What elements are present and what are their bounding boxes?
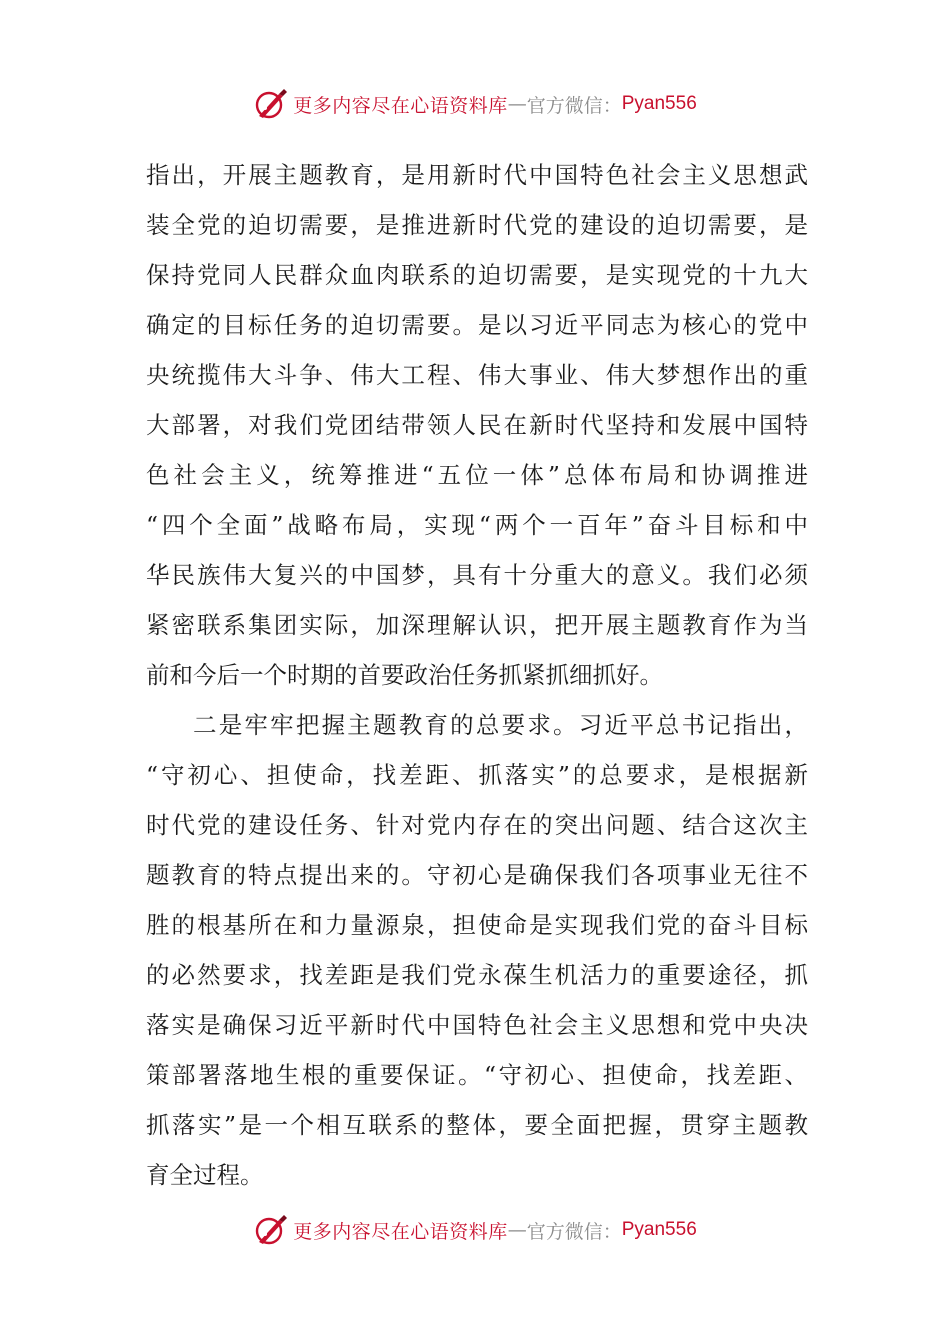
text-line: 二是牢牢把握主题教育的总要求。习近平总书记指出， bbox=[193, 711, 808, 739]
document-body bbox=[146, 150, 808, 1200]
text-line: 大部署，对我们党团结带领人民在新时代坚持和发展中国特 bbox=[146, 411, 808, 439]
text-line: “四个全面”战略布局，实现“两个一百年”奋斗目标和中 bbox=[146, 511, 808, 539]
banner-wechat-id: Pyan556 bbox=[621, 93, 697, 114]
text-line: 华民族伟大复兴的中国梦，具有十分重大的意义。我们必须 bbox=[146, 561, 808, 589]
text-line: 前和今后一个时期的首要政治任务抓紧抓细抓好。 bbox=[146, 661, 663, 689]
text-line: 抓落实”是一个相互联系的整体，要全面把握，贯穿主题教 bbox=[146, 1111, 808, 1139]
text-line: 紧密联系集团实际，加深理解认识，把开展主题教育作为当 bbox=[146, 611, 808, 639]
text-line: 确定的目标任务的迫切需要。是以习近平同志为核心的党中 bbox=[146, 311, 808, 339]
pen-logo-icon bbox=[253, 1212, 289, 1248]
banner-sub-text: 官方微信： bbox=[526, 1220, 622, 1243]
paragraph bbox=[146, 700, 808, 1200]
banner-sub-text: 官方微信： bbox=[526, 94, 622, 117]
header-watermark-banner bbox=[0, 84, 950, 124]
banner-wechat-id: Pyan556 bbox=[621, 1219, 697, 1240]
banner-main-text: 更多内容尽在心语资料库 bbox=[293, 1220, 508, 1243]
text-line: 保持党同人民群众血肉联系的迫切需要，是实现党的十九大 bbox=[146, 261, 808, 289]
text-line: 装全党的迫切需要，是推进新时代党的建设的迫切需要，是 bbox=[146, 211, 808, 239]
text-line: 的必然要求，找差距是我们党永葆生机活力的重要途径，抓 bbox=[146, 961, 808, 989]
paragraph bbox=[146, 150, 808, 700]
text-line: 胜的根基所在和力量源泉，担使命是实现我们党的奋斗目标 bbox=[146, 911, 808, 939]
text-line: 指出，开展主题教育，是用新时代中国特色社会主义思想武 bbox=[146, 161, 808, 189]
text-line: 育全过程。 bbox=[146, 1161, 264, 1189]
banner-separator: — bbox=[507, 93, 527, 115]
text-line: 色社会主义，统筹推进“五位一体”总体布局和协调推进 bbox=[146, 461, 808, 489]
banner-main-text: 更多内容尽在心语资料库 bbox=[293, 94, 508, 117]
banner-separator: — bbox=[507, 1219, 527, 1241]
text-line: 落实是确保习近平新时代中国特色社会主义思想和党中央决 bbox=[146, 1011, 808, 1039]
footer-watermark-banner bbox=[0, 1210, 950, 1250]
text-line: “守初心、担使命，找差距、抓落实”的总要求，是根据新 bbox=[146, 761, 808, 789]
text-line: 策部署落地生根的重要保证。“守初心、担使命，找差距、 bbox=[146, 1061, 808, 1089]
text-line: 央统揽伟大斗争、伟大工程、伟大事业、伟大梦想作出的重 bbox=[146, 361, 808, 389]
text-line: 时代党的建设任务、针对党内存在的突出问题、结合这次主 bbox=[146, 811, 808, 839]
pen-logo-icon bbox=[253, 86, 289, 122]
text-line: 题教育的特点提出来的。守初心是确保我们各项事业无往不 bbox=[146, 861, 808, 889]
